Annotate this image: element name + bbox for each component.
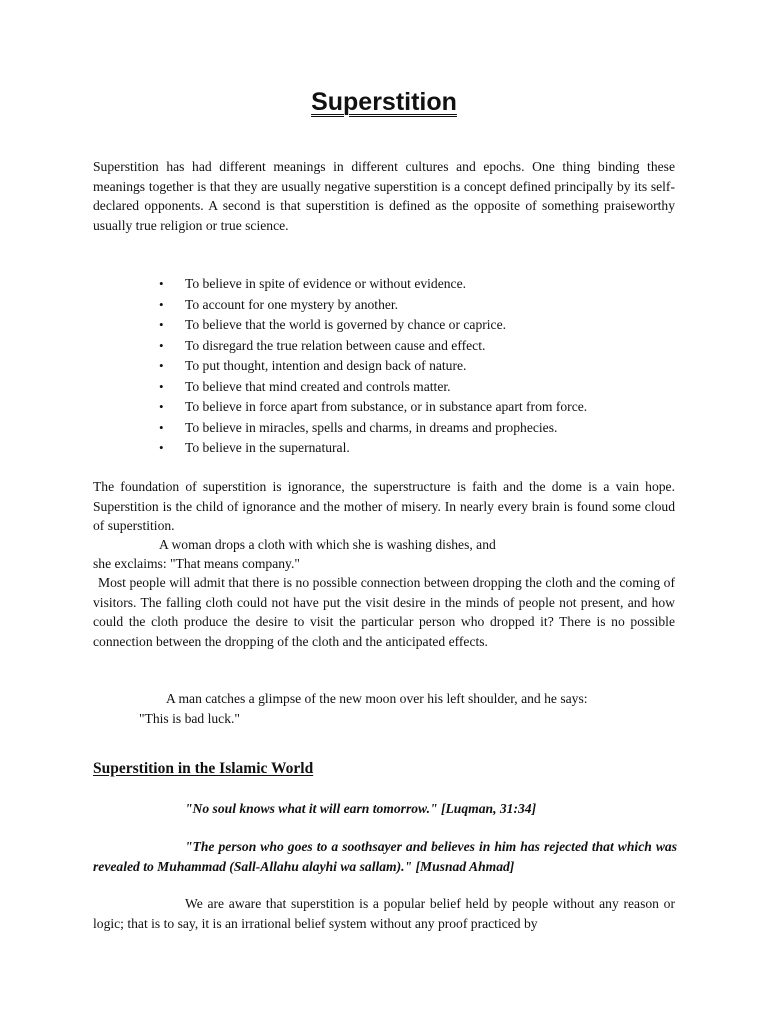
most-people-paragraph: Most people will admit that there is no possible connection between dropping the cloth and the coming of visitors. The falling cloth could not have put the visit desire in the minds of people not present, and how could the cloth produce the desire to visit the particular person who dropped it? There is no possible connection between the dropping of the cloth and the anticipated effects.	[93, 575, 675, 649]
section-heading-islamic-world: Superstition in the Islamic World	[93, 760, 314, 777]
intro-paragraph: Superstition has had different meanings in different cultures and epochs. One thing binding these meanings together is that they are usually negative superstition is a concept defined principally by its self-declared opponents. A second is that superstition is defined as the opposite of something praiseworthy usually true religion or true science.	[93, 159, 675, 233]
list-item: • To believe in miracles, spells and charms, in dreams and prophecies.	[93, 418, 675, 439]
quote-musnad-ahmad: "The person who goes to a soothsayer and believes in him has rejected that which was revealed to Muhammad (Sall-Allahu alayhi wa sallam)." [Musnad Ahmad]	[93, 839, 677, 874]
page-title-text: Superstition	[311, 88, 457, 116]
foundation-paragraph: The foundation of superstition is ignorance, the superstructure is faith and the dome is a vain hope. Superstition is the child of ignorance and the mother of misery. In nearly every brain is found some cloud of superstition.	[93, 479, 675, 533]
list-item: • To believe that mind created and controls matter.	[93, 377, 675, 398]
woman-example-line: A woman drops a cloth with which she is washing dishes, and	[159, 537, 496, 552]
exclaims-line: she exclaims: "That means company."	[93, 556, 300, 571]
aware-paragraph: We are aware that superstition is a popular belief held by people without any reason or logic; that is to say, it is an irrational belief system without any proof practiced by	[93, 896, 675, 931]
list-item: • To believe in spite of evidence or without evidence.	[93, 274, 675, 295]
page-title	[93, 88, 675, 117]
list-item: • To believe that the world is governed by chance or caprice.	[93, 315, 675, 336]
superstition-definition-list	[93, 274, 675, 459]
quote-luqman: "No soul knows what it will earn tomorrow." [Luqman, 31:34]	[185, 801, 537, 816]
moon-example-line: A man catches a glimpse of the new moon over his left shoulder, and he says:	[166, 691, 588, 706]
bad-luck-line: "This is bad luck."	[139, 711, 240, 726]
list-item: • To account for one mystery by another.	[93, 295, 675, 316]
list-item: • To believe in force apart from substance, or in substance apart from force.	[93, 397, 675, 418]
list-item: • To believe in the supernatural.	[93, 438, 675, 459]
list-item: • To disregard the true relation between cause and effect.	[93, 336, 675, 357]
list-item: • To put thought, intention and design back of nature.	[93, 356, 675, 377]
